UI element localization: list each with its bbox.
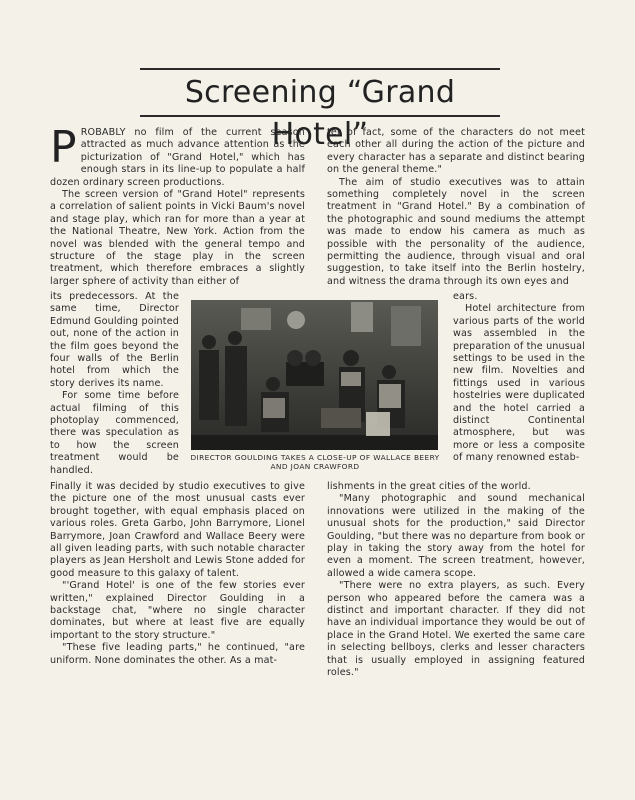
paragraph: Hotel architecture from various parts of the world was assembled in the preparation of the unusual settings to be used in the new film. Novelties and fittings used in various hostelries were duplicated and the hotel carried a distinct Continental atmosphere, but was more or less a composite of many renowned estab- bbox=[453, 303, 585, 464]
movie-camera bbox=[286, 362, 324, 386]
left-column-top bbox=[50, 122, 305, 288]
paragraph: The aim of studio executives was to attain something completely novel in the screen treatment in "Grand Hotel." By a combination of the photographic and sound mediums the attempt was made to endow his camera as much as possible with the personality of the audience, permitting the audience, through visual and oral suggestion, to take itself into the Berlin hostelry, and witness the drama through its own eyes and bbox=[327, 176, 585, 287]
production-photo bbox=[191, 300, 438, 450]
paragraph bbox=[50, 122, 305, 189]
left-column-bottom bbox=[50, 481, 305, 667]
paragraph: lishments in the great cities of the world. bbox=[327, 481, 531, 492]
paragraph: "Many photographic and sound mechanical innovations were utilized in the making of the unusual shots for the production," said Director Goulding, "but there was no departure from book or play in taking the story away from the hotel for even a moment. The screen treatment, however, allowed a wide camera scope. bbox=[327, 493, 585, 579]
paragraph: its predecessors. At the same time, Director Edmund Goulding pointed out, none of the action in the film goes beyond the four walls of the Berlin hotel from which the story derives its name. bbox=[50, 291, 179, 389]
drop-cap: P bbox=[50, 122, 77, 173]
paragraph: For some time before actual filming of this photoplay commenced, there was speculation as to how the screen treatment would be handled. bbox=[50, 390, 179, 476]
right-column-narrow bbox=[453, 291, 585, 465]
studio-light bbox=[241, 308, 271, 330]
paragraph: The screen version of "Grand Hotel" represents a correlation of salient points in Vicki Baum's novel and stage play, which ran for more than a year at the National Theatre, New York. Action from the novel was blended with the general tempo and structure of the stage play in the screen treatment, which therefore embraces a slightly larger sphere of activity than either of bbox=[50, 189, 305, 287]
paragraph: Finally it was decided by studio executives to give the picture one of the most unusual casts ever brought together, with equal emphasis placed on various roles. Greta Garbo, John Barrymore, Lionel Barrymore, Joan Crawford and Wallace Beery were all given leading parts, with such notable character players as Jean Hersholt and Lewis Stone added for good measure to this galaxy of talent. bbox=[50, 481, 305, 579]
paragraph: "There were no extra players, as such. Every person who appeared before the camera was a distinct and important character. If they did not have an individual importance they would be out of place in the Grand Hotel. We exerted the same care in selecting bellboys, clerks and lesser characters that is usually employed in assigning featured roles." bbox=[327, 580, 585, 679]
paragraph: "These five leading parts," he continued, "are uniform. None dominates the other. As a mat- bbox=[50, 642, 305, 666]
paragraph: ears. bbox=[453, 291, 478, 302]
right-column-bottom bbox=[327, 481, 585, 680]
paragraph: ter of fact, some of the characters do not meet each other all during the action of the picture and every character has a separate and distinct bearing on the general theme." bbox=[327, 127, 585, 176]
paragraph-text: ROBABLY no film of the current season attracted as much advance attention as the picturization of "Grand Hotel," which has enough stars in its line-up to populate a half dozen ordinary screen productions. bbox=[50, 127, 305, 188]
photo-caption: DIRECTOR GOULDING TAKES A CLOSE-UP OF WALLACE BEERY AND JOAN CRAWFORD bbox=[190, 453, 440, 471]
title-rule-top bbox=[140, 68, 500, 70]
film-set-illustration bbox=[191, 300, 438, 450]
clapperboard bbox=[366, 412, 390, 436]
title-rule-bottom bbox=[140, 115, 500, 117]
right-column-top bbox=[327, 127, 585, 288]
left-column-narrow bbox=[50, 291, 179, 477]
article-title: Screening “Grand Hotel” bbox=[184, 75, 456, 152]
paragraph: "'Grand Hotel' is one of the few stories ever written," explained Director Goulding in a backstage chat, "where no single character dominates, but where at least five are equally important to the story structure." bbox=[50, 580, 305, 641]
